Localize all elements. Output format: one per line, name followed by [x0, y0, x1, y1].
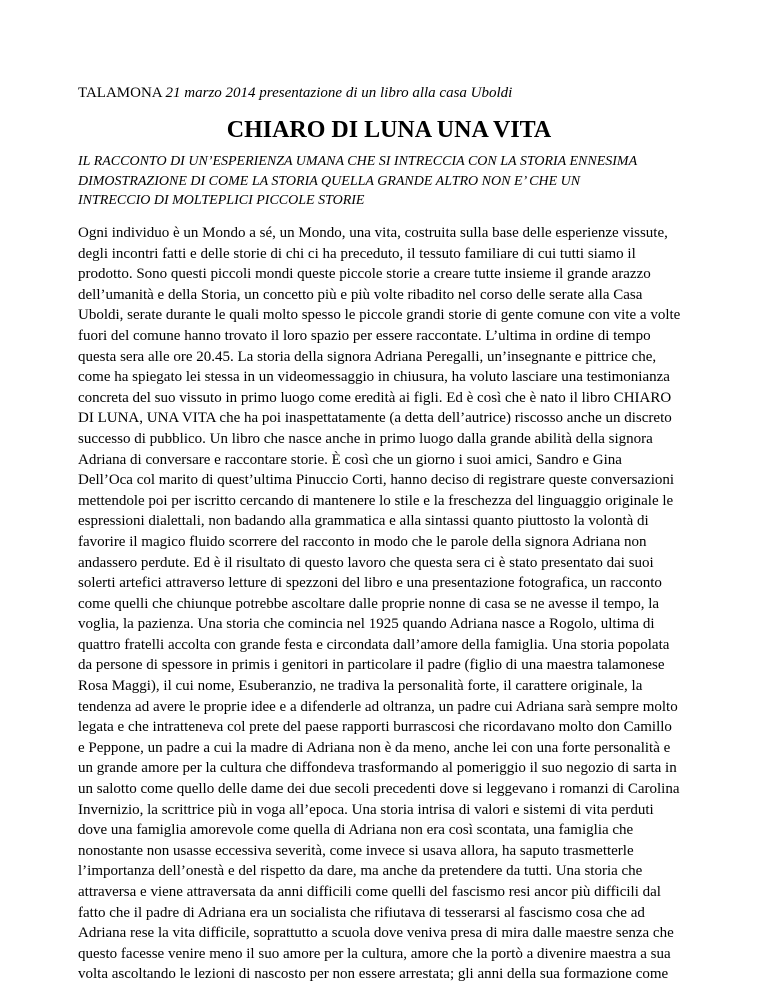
body-line: attraversa e viene attraversata da anni difficili come quelli del fascismo resi ancor più difficili dal: [78, 884, 661, 900]
body-line: degli incontri fatti e delle storie di chi ci ha preceduto, il tessuto familiare di cui tutti siamo il: [78, 245, 636, 262]
body-line: un grande amore per la cultura che diffondeva trasformando al pomeriggio il suo negozio di sarta in: [78, 760, 677, 777]
body-line: dell’umanità e della Storia, un concetto più e più volte ribadito nel corso delle serate alla Casa: [78, 286, 643, 303]
body-line: un salotto come quello delle dame dei due secoli precedenti dove si leggevano i romanzi di Carolina: [78, 781, 680, 798]
body-line: favorire il magico fluido scorrere del racconto in modo che le parole della signora Adriana non: [78, 533, 647, 550]
body-line: da persone di spessore in primis i genitori in particolare il padre (figlio di una maestra talamonese: [78, 657, 665, 674]
body-line: nonostante non usasse eccessiva severità, come invece si usava allora, ha saputo trasmetterle: [78, 842, 634, 859]
body-line: concreta del suo vissuto in primo luogo come eredità ai figli. Ed è così che è nato il libro CHIARO: [78, 389, 672, 406]
page-title: CHIARO DI LUNA UNA VITA: [226, 117, 552, 143]
body-line: come ha spiegato lei stessa in un videomessaggio in chiusura, ha voluto lasciare una testimonianza: [78, 369, 670, 386]
subtitle-line: INTRECCIO DI MOLTEPLICI PICCOLE STORIE: [78, 193, 365, 208]
body-line: DI LUNA, UNA VITA che ha poi inaspettatamente (a detta dell’autrice) riscosso anche un discreto: [78, 410, 672, 427]
subtitle-line: DIMOSTRAZIONE DI COME LA STORIA QUELLA GRANDE ALTRO NON E’ CHE UN: [78, 173, 581, 189]
body-line: Adriana rese la vita difficile, soprattutto a scuola dove veniva presa di mira dalle maestre senza che: [78, 925, 674, 942]
subtitle-line: IL RACCONTO DI UN’ESPERIENZA UMANA CHE SI INTRECCIA CON LA STORIA ENNESIMA: [78, 154, 638, 169]
body-text: [78, 223, 700, 985]
header-line: [78, 84, 718, 102]
body-line: questa sera alle ore 20.45. La storia della signora Adriana Peregalli, un’insegnante e pittrice che,: [78, 348, 657, 365]
body-line: l’importanza dell’onestà e del rispetto da dare, ma anche da pretendere da tutti. Una storia che: [78, 863, 643, 880]
body-line: fatto che il padre di Adriana era un socialista che rifiutava di tesserarsi al fascismo cosa che ad: [78, 904, 645, 921]
body-line: Ogni individuo è un Mondo a sé, un Mondo, una vita, costruita sulla base delle esperienze vissute,: [78, 225, 668, 241]
body-line: espressioni dialettali, non badando alla grammatica e alla sintassi quanto piuttosto la volontà di: [78, 513, 649, 530]
subtitle: [78, 152, 700, 211]
body-line: Dell’Oca col marito di quest’ultima Pinuccio Corti, hanno deciso di registrare queste conversazioni: [78, 472, 675, 489]
body-line: prodotto. Sono questi piccoli mondi queste piccole storie a creare tutte insieme il grande arazzo: [78, 266, 651, 283]
body-line: Rosa Maggi), il cui nome, Esuberanzio, ne tradiva la personalità forte, il carattere originale, la: [78, 678, 643, 695]
body-line: successo di pubblico. Un libro che nasce anche in primo luogo dalla grande abilità della signora: [78, 430, 653, 447]
body-line: volta ascoltando le lezioni di nascosto per non essere arrestata; gli anni della sua formazione come: [78, 966, 669, 983]
body-line: Adriana di conversare e raccontare storie. È così che un giorno i suoi amici, Sandro e Gina: [78, 451, 622, 468]
body-line: questo facesse venire meno il suo amore per la cultura, amore che la portò a divenire maestra a sua: [78, 945, 671, 962]
body-line: Uboldi, serate durante le quali molto spesso le piccole grandi storie di gente comune con vite a volte: [78, 307, 681, 324]
body-line: mettendole poi per iscritto cercando di mantenere lo stile e la freschezza del linguaggio originale le: [78, 492, 674, 509]
body-line: quattro fratelli accolta con grande festa e circondata dall’amore della famiglia. Una storia popolata: [78, 636, 670, 653]
body-line: come quelli che chiunque potrebbe ascoltare dalle proprie nonne di casa se ne avesse il tempo, la: [78, 595, 660, 612]
body-line: Invernizio, la scrittrice più in voga all’epoca. Una storia intrisa di valori e sistemi di vita perduti: [78, 801, 654, 818]
body-line: solerti artefici attraverso letture di spezzoni del libro e una presentazione fotografica, un racconto: [78, 575, 662, 592]
body-line: tendenza ad avere le proprie idee e a difenderle ad oltranza, un padre cui Adriana sarà sempre molto: [78, 698, 678, 715]
body-line: e Peppone, un padre a cui la madre di Adriana non è da meno, anche lei con una forte personalità e: [78, 739, 671, 756]
body-line: dove una famiglia amorevole come quella di Adriana non era così scontata, una famiglia che: [78, 822, 634, 839]
header-date-description: 21 marzo 2014 presentazione di un libro alla casa Uboldi: [165, 85, 513, 101]
body-line: andassero perdute. Ed è il risultato di questo lavoro che questa sera ci è stato presentato dai suoi: [78, 554, 654, 571]
body-line: fuori del comune hanno trovato il loro spazio per essere raccontate. L’ultima in ordine di tempo: [78, 327, 651, 344]
body-line: voglia, la pazienza. Una storia che comincia nel 1925 quando Adriana nasce a Rogolo, ultima di: [78, 616, 655, 633]
header-place: TALAMONA: [78, 85, 162, 101]
body-line: legata e che intratteneva col prete del paese rapporti burrascosi che ricordavano molto don Camillo: [78, 719, 672, 736]
